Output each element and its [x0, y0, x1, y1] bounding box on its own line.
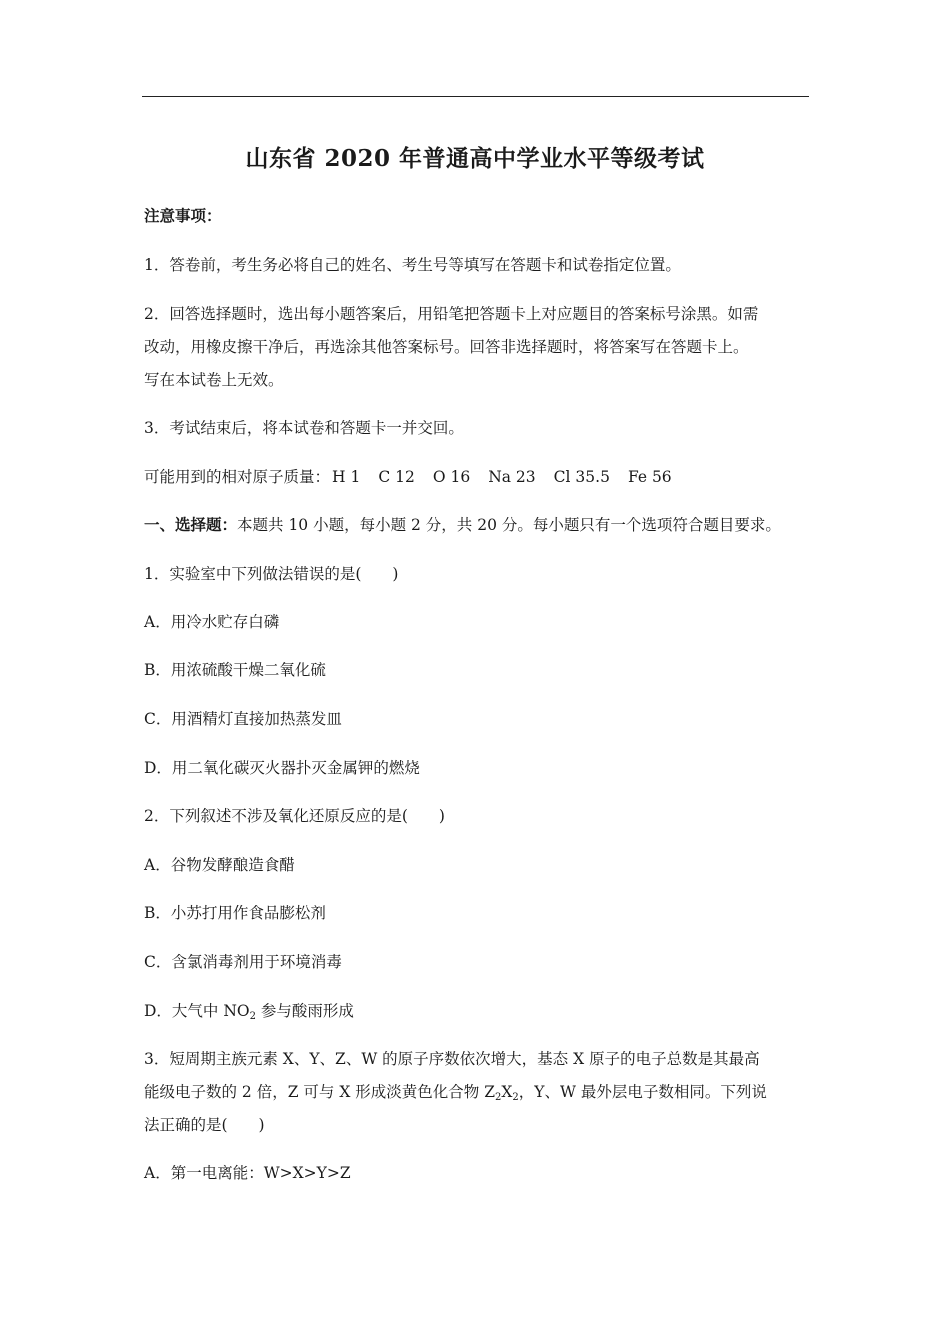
- question-2-option-b: B．小苏打用作食品膨松剂: [144, 904, 326, 922]
- section-1-heading: 一、选择题：: [144, 515, 238, 534]
- atomic-mass-value: C 12: [378, 468, 415, 486]
- question-1-option-b: B．用浓硫酸干燥二氧化硫: [144, 661, 326, 679]
- question-2-stem: 2．下列叙述不涉及氧化还原反应的是( ): [144, 807, 445, 825]
- section-1-description: 本题共 10 小题，每小题 2 分，共 20 分。每小题只有一个选项符合题目要求。: [237, 516, 781, 534]
- subscript: 2: [512, 1092, 519, 1103]
- section-1-header: [144, 514, 781, 536]
- stem-text: X: [501, 1083, 513, 1101]
- question-3-stem-line-1: 3．短周期主族元素 X、Y、Z、W 的原子序数依次增大，基态 X 原子的电子总数是其最高: [144, 1050, 760, 1068]
- atomic-mass-line: [144, 466, 672, 488]
- atomic-mass-value: Cl 35.5: [553, 468, 610, 486]
- atomic-mass-value: O 16: [432, 468, 471, 486]
- question-3-option-a: A．第一电离能：W>X>Y>Z: [144, 1164, 351, 1182]
- option-text: D．大气中 NO: [144, 1002, 250, 1020]
- question-1-option-d: D．用二氧化碳灭火器扑灭金属钾的燃烧: [144, 759, 420, 777]
- atomic-mass-value: H 1: [332, 468, 361, 486]
- notice-heading: 注意事项：: [144, 206, 222, 225]
- question-3-stem-line-3: 法正确的是( ): [144, 1116, 265, 1134]
- header-rule: [142, 96, 809, 97]
- notice-item-2-line-3: 写在本试卷上无效。: [144, 371, 284, 389]
- question-1-option-a: A．用冷水贮存白磷: [144, 613, 280, 631]
- stem-text: 能级电子数的 2 倍，Z 可与 X 形成淡黄色化合物 Z: [144, 1083, 495, 1101]
- notice-item-1: 1．答卷前，考生务必将自己的姓名、考生号等填写在答题卡和试卷指定位置。: [144, 256, 681, 274]
- question-3-stem-line-2: [144, 1081, 767, 1103]
- question-2-option-d: [144, 1000, 354, 1022]
- subscript: 2: [249, 1011, 256, 1022]
- atomic-mass-value: Na 23: [488, 468, 536, 486]
- atomic-mass-label: 可能用到的相对原子质量：: [144, 468, 331, 486]
- notice-item-2-line-2: 改动，用橡皮擦干净后，再选涂其他答案标号。回答非选择题时，将答案写在答题卡上。: [144, 338, 749, 356]
- subscript: 2: [495, 1092, 502, 1103]
- question-2-option-c: C．含氯消毒剂用于环境消毒: [144, 953, 342, 971]
- question-1-option-c: C．用酒精灯直接加热蒸发皿: [144, 710, 342, 728]
- notice-item-3: 3．考试结束后，将本试卷和答题卡一并交回。: [144, 419, 464, 437]
- question-2-option-a: A．谷物发酵酿造食醋: [144, 856, 295, 874]
- stem-text: ，Y、W 最外层电子数相同。下列说: [518, 1083, 767, 1101]
- notice-item-2-line-1: 2．回答选择题时，选出每小题答案后，用铅笔把答题卡上对应题目的答案标号涂黑。如需: [144, 305, 759, 323]
- option-text: 参与酸雨形成: [256, 1002, 354, 1020]
- question-1-stem: 1．实验室中下列做法错误的是( ): [144, 565, 399, 583]
- atomic-mass-value: Fe 56: [627, 468, 672, 486]
- exam-title: 山东省 2020 年普通高中学业水平等级考试: [245, 145, 705, 172]
